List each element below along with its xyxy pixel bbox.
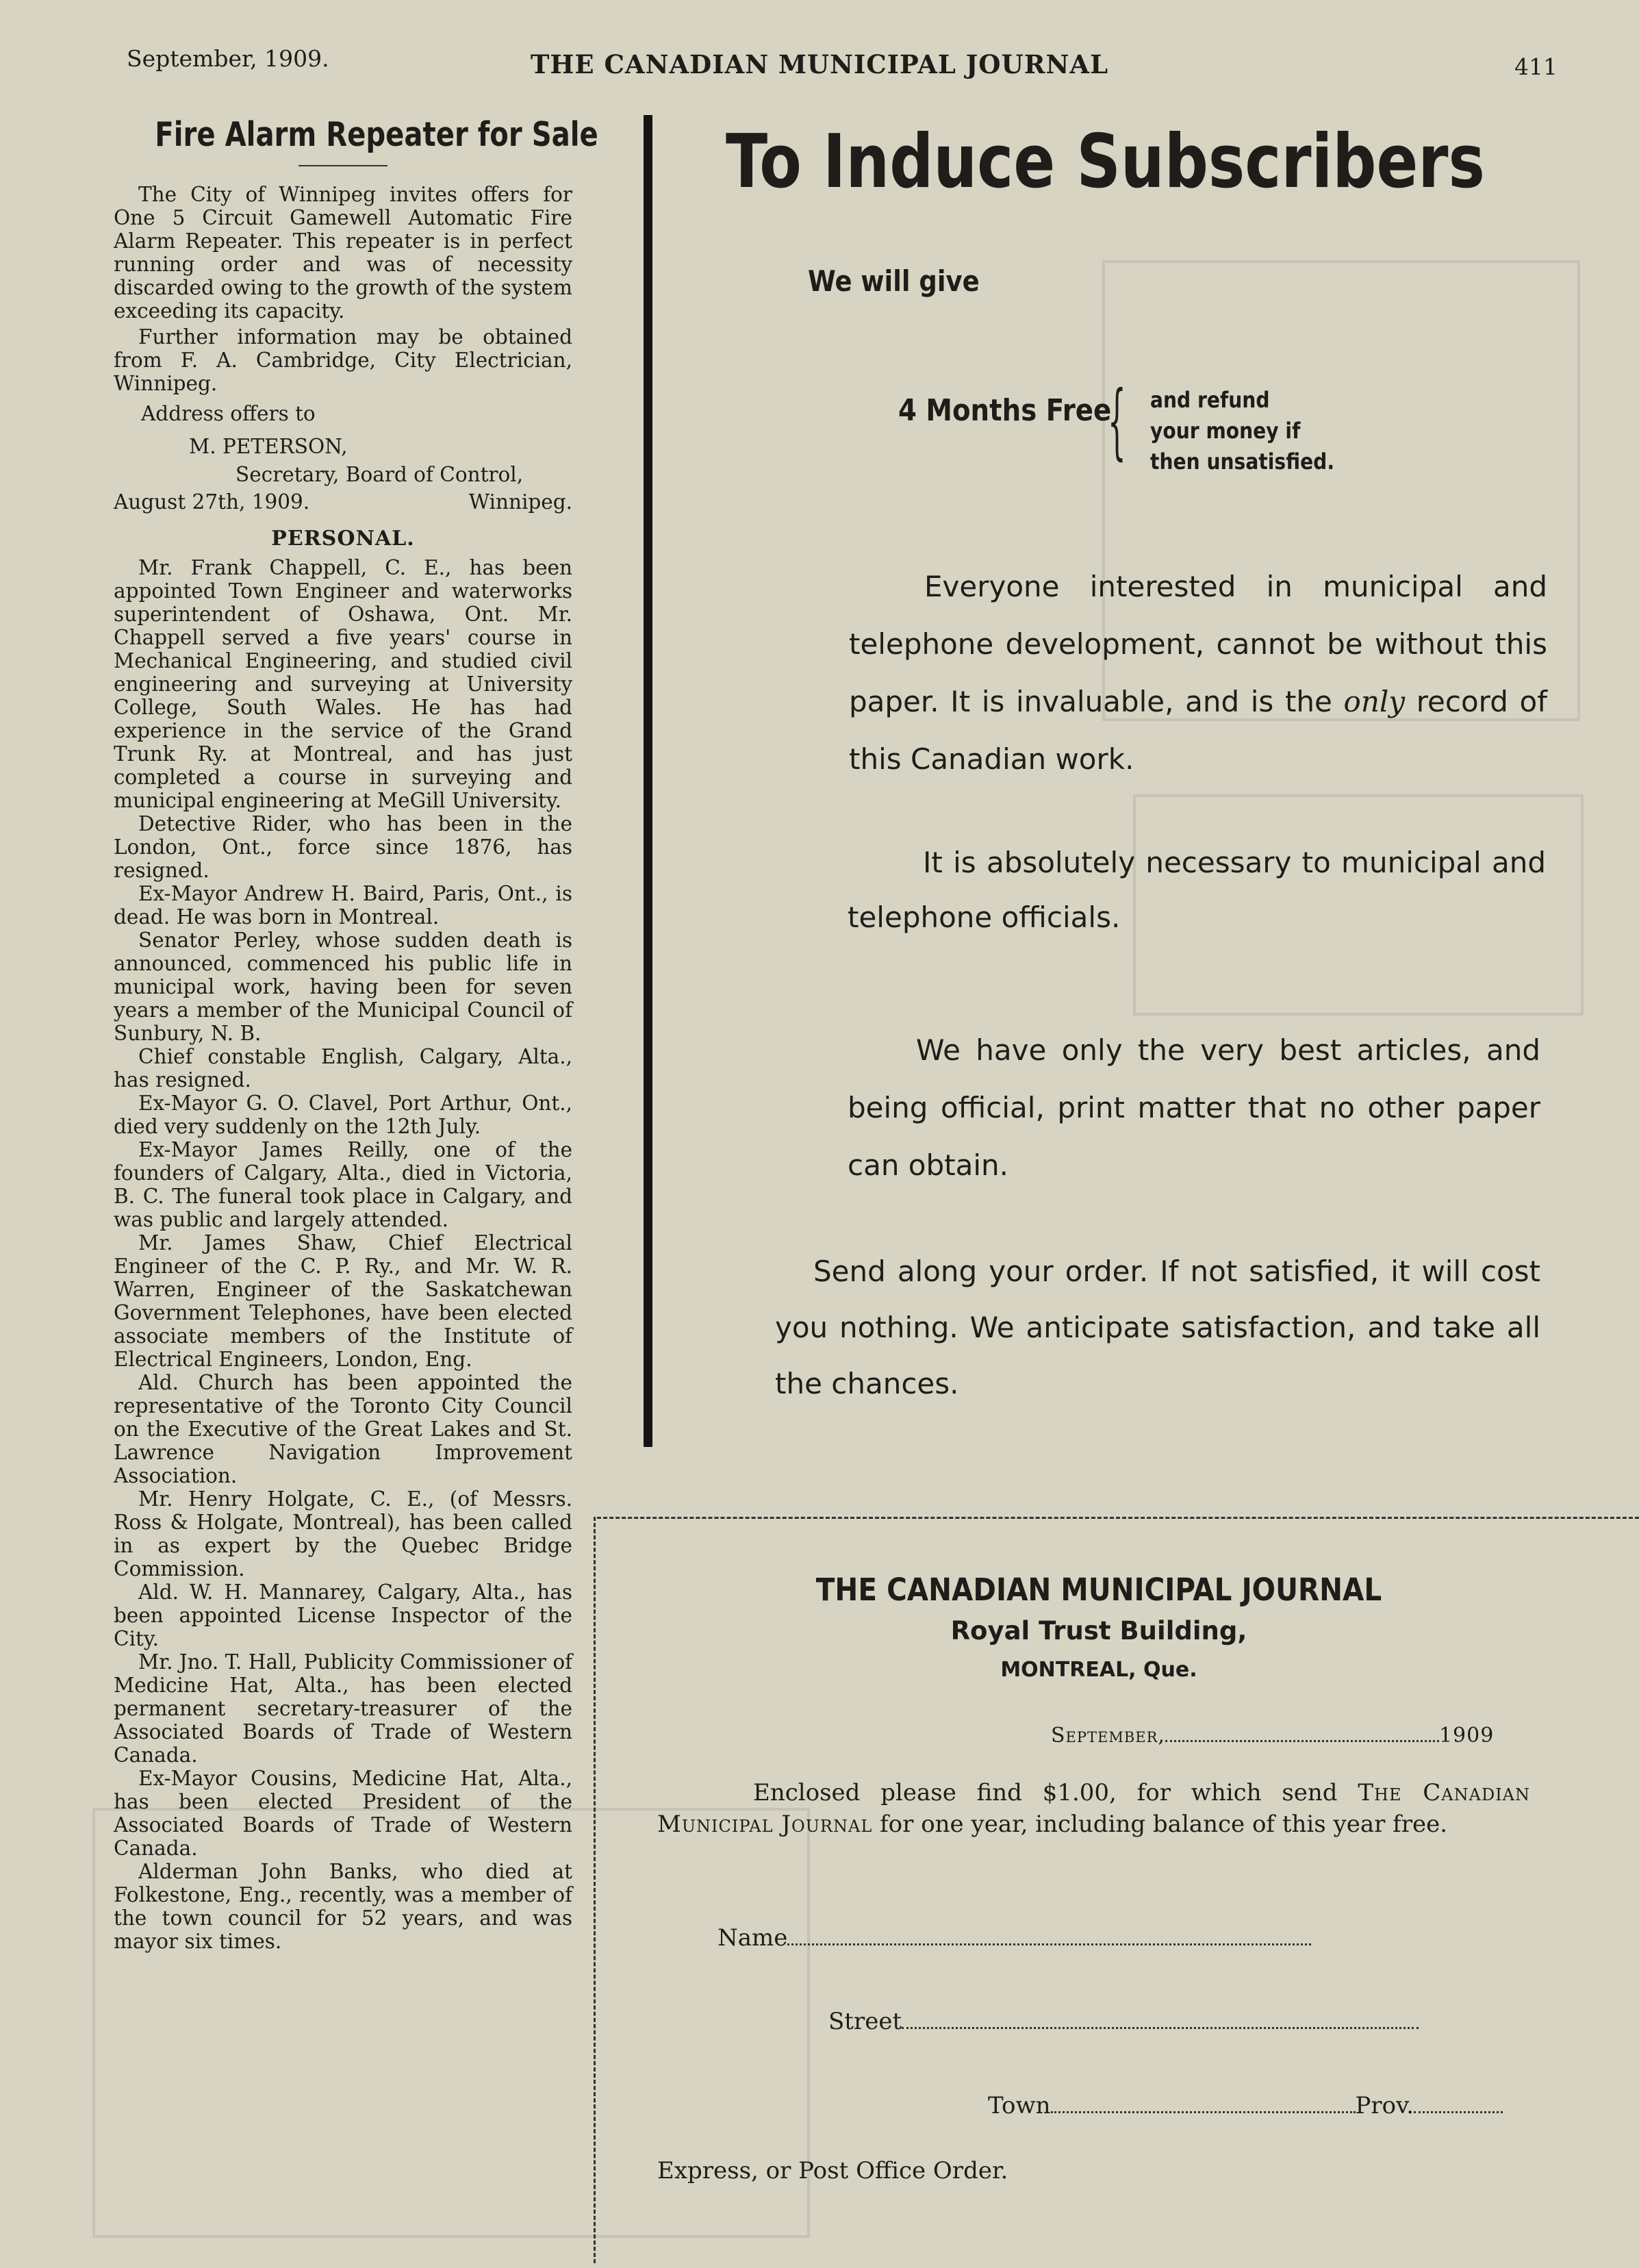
personal-item: Ex-Mayor James Reilly, one of the founders of Calgary, Alta., died in Victoria, B. C. The funeral took place in Calgary, and was public and largely attended.	[114, 1138, 572, 1231]
dateline	[114, 488, 572, 516]
personal-item: Mr. Jno. T. Hall, Publicity Commissioner of Medicine Hat, Alta., has been elected permanent secretary-treasurer of the Associated Boards of Trade of Western Canada.	[114, 1650, 572, 1767]
town-fill-line[interactable]	[1051, 2110, 1356, 2113]
personal-item: Ex-Mayor Andrew H. Baird, Paris, Ont., is dead. He was born in Montreal.	[114, 882, 572, 929]
address-line: Address offers to	[141, 402, 316, 425]
notice-date: August 27th, 1909.	[114, 490, 310, 514]
ad-title: To Induce Subscribers	[726, 119, 1485, 205]
town-label: Town	[988, 2092, 1051, 2119]
coupon-body-end: for one year, including balance of this year free.	[880, 1811, 1448, 1838]
left-column	[114, 103, 598, 1953]
column-divider-bar	[644, 115, 652, 1447]
brace-icon: {	[1108, 374, 1126, 469]
refund-line: then unsatisfied.	[1150, 449, 1335, 475]
fire-alarm-paragraph: The City of Winnipeg invites offers for One 5 Circuit Gamewell Automatic Fire Alarm Repeater. This repeater is in perfect running order and was of necessity discarded owing to the growth of the system exceeding its capacity.	[114, 183, 572, 323]
coupon-city-name: MONTREAL,	[1000, 1658, 1136, 1682]
further-info-paragraph: Further information may be obtained from F. A. Cambridge, City Electrician, Winnipeg.	[114, 325, 572, 395]
header-date: September, 1909.	[127, 45, 329, 72]
coupon-cut-line-vertical	[594, 1517, 596, 2263]
name-fill-line[interactable]	[787, 1943, 1311, 1945]
ad-paragraph-1	[849, 558, 1547, 788]
street-field	[828, 2008, 1419, 2035]
fire-alarm-heading: Fire Alarm Repeater for Sale	[155, 115, 598, 154]
personal-item: Chief constable English, Calgary, Alta., has resigned.	[114, 1045, 572, 1092]
coupon-province: Que.	[1143, 1658, 1197, 1682]
coupon-body-start: Enclosed please find $1.00, for which send	[753, 1779, 1338, 1806]
personal-item: Mr. James Shaw, Chief Electrical Engineer of the C. P. Ry., and Mr. W. R. Warren, Engineer of the Saskatchewan Government Telephones, have been elected associate members of the Institute of Electrical Engineers, London, Eng.	[114, 1231, 572, 1371]
coupon-city	[657, 1658, 1540, 1682]
personal-item: Mr. Henry Holgate, C. E., (of Messrs. Ross & Holgate, Montreal), has been called in as expert by the Quebec Bridge Commission.	[114, 1487, 572, 1580]
personal-item: Ald. Church has been appointed the representative of the Toronto City Council on the Executive of the Great Lakes and St. Lawrence Navigation Improvement Association.	[114, 1371, 572, 1487]
signatory-position: Secretary, Board of Control,	[236, 463, 524, 486]
town-prov-field	[988, 2092, 1503, 2119]
date-fill-line[interactable]	[1165, 1739, 1439, 1742]
ad-p1-emphasis: only	[1343, 685, 1406, 718]
name-field	[717, 1924, 1311, 1952]
signatory-name: M. PETERSON,	[189, 435, 348, 458]
prov-fill-line[interactable]	[1414, 2110, 1503, 2113]
prov-label: Prov.	[1355, 2092, 1414, 2119]
street-fill-line[interactable]	[902, 2026, 1419, 2029]
personal-item: Ex-Mayor Cousins, Medicine Hat, Alta., has been elected President of the Associated Boards of Trade of Western Canada.	[114, 1767, 572, 1860]
ad-paragraph-4: Send along your order. If not satisfied, it will cost you nothing. We anticipate satisfaction, and take all the chances.	[775, 1255, 1540, 1400]
ad-we-will-give: We will give	[808, 264, 980, 298]
ad-offer: 4 Months Free	[898, 393, 1112, 428]
street-label: Street	[828, 2008, 902, 2035]
coupon-date-month: September,	[1051, 1724, 1165, 1748]
personal-heading: PERSONAL.	[271, 527, 415, 551]
ad-p1-text: Everyone interested in municipal and telephone development, cannot be without this paper. It is invaluable, and is the	[849, 570, 1547, 718]
refund-line: your money if	[1150, 418, 1301, 444]
ad-refund-note	[1150, 385, 1334, 477]
coupon-title: THE CANADIAN MUNICIPAL JOURNAL	[815, 1572, 1382, 1608]
personal-item: Mr. Frank Chappell, C. E., has been appointed Town Engineer and waterworks superintendent of Oshawa, Ont. Mr. Chappell served a five years' course in Mechanical Engineering, and studied civil engineering and surveying at University College, South Wales. He has had experience in the service of the Grand Trunk Ry. at Montreal, and has just completed a course in surveying and municipal engineering at MeGill University.	[114, 556, 572, 812]
coupon-cut-line-horizontal	[597, 1517, 1639, 1519]
coupon-building: Royal Trust Building,	[950, 1616, 1247, 1646]
personal-item: Alderman John Banks, who died at Folkestone, Eng., recently, was a member of the town council for 52 years, and was mayor six times.	[114, 1860, 572, 1953]
personal-item: Detective Rider, who has been in the London, Ont., force since 1876, has resigned.	[114, 812, 572, 882]
personal-item: Ex-Mayor G. O. Clavel, Port Arthur, Ont., died very suddenly on the 12th July.	[114, 1092, 572, 1138]
coupon-body	[657, 1777, 1530, 1840]
journal-title: THE CANADIAN MUNICIPAL JOURNAL	[530, 49, 1109, 79]
ad-p1-text-end: record of this Canadian work.	[849, 685, 1547, 776]
coupon-body-journal: The Canadian Municipal Journal	[657, 1779, 1531, 1838]
ad-paragraph-3: We have only the very best articles, and being official, print matter that no other paper can obtain.	[848, 1033, 1540, 1182]
coupon-date-year: 1909	[1438, 1724, 1495, 1748]
personal-list	[114, 556, 572, 1953]
personal-item: Ald. W. H. Mannarey, Calgary, Alta., has been appointed License Inspector of the City.	[114, 1580, 572, 1650]
ad-paragraph-2: It is absolutely necessary to municipal and telephone officials.	[848, 846, 1546, 934]
name-label: Name	[717, 1924, 788, 1952]
coupon-payment-note: Express, or Post Office Order.	[657, 2157, 1008, 2184]
personal-item: Senator Perley, whose sudden death is announced, commenced his public life in municipal work, having been for seven years a member of the Municipal Council of Sunbury, N. B.	[114, 929, 572, 1045]
page-number: 411	[1514, 53, 1558, 80]
notice-city: Winnipeg.	[468, 490, 572, 514]
refund-line: and refund	[1150, 387, 1270, 413]
subscription-coupon	[657, 1572, 1540, 2184]
heading-rule	[298, 165, 387, 166]
coupon-date	[1051, 1724, 1494, 1748]
